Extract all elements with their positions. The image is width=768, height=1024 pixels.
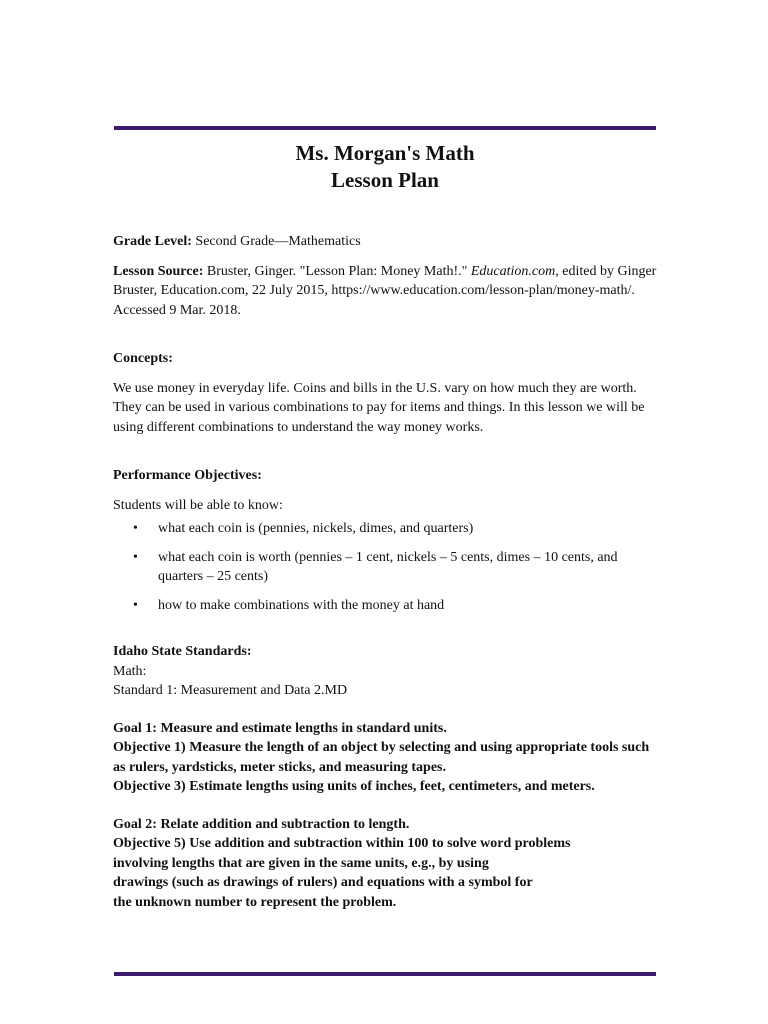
lesson-source-publication: Education.com [470, 263, 556, 279]
concepts-body: We use money in everyday life. Coins and bills in the U.S. vary on how much they are worth. They can be used in various combinations to pay for items and things. In this lesson we will be using different combinations to understand the way money works. [113, 380, 645, 435]
grade-level [113, 232, 661, 252]
grade-level-label: Grade Level: [113, 234, 192, 249]
lesson-source-text-after: , edited by Ginger Bruster, Education.com, 22 July 2015, https://www.education.com/lesson-plan/money-math/. Accessed 9 Mar. 2018. [113, 263, 657, 318]
goal-2 [113, 815, 661, 913]
objectives-heading: Performance Objectives: [113, 468, 262, 483]
lesson-source [113, 262, 661, 321]
list-item: • what each coin is worth (pennies – 1 cent, nickels – 5 cents, dimes – 10 cents, and quarters – 25 cents) [133, 549, 618, 584]
concepts-heading: Concepts: [113, 351, 173, 366]
goal-2-objective-5-line-1: Objective 5) Use addition and subtraction within 100 to solve word problems [113, 836, 571, 851]
bottom-divider [114, 972, 656, 976]
goal-1-objective-3: Objective 3) Estimate lengths using units of inches, feet, centimeters, and meters. [113, 779, 595, 794]
page-title [114, 140, 656, 194]
lesson-content [113, 232, 661, 912]
bullet-icon: • [133, 549, 138, 565]
goal-2-objective-5-line-2: involving lengths that are given in the same units, e.g., by using [113, 855, 489, 871]
title-line-1: Ms. Morgan's Math [295, 141, 475, 165]
goal-1-title: Goal 1: Measure and estimate lengths in standard units. [113, 720, 447, 736]
goal-1-objective-1: Objective 1) Measure the length of an object by selecting and using appropriate tools such as rulers, yardsticks, meter sticks, and measuring tapes. [113, 740, 650, 775]
goal-2-objective-5-line-4: the unknown number to represent the problem. [113, 894, 397, 910]
bullet-icon: • [133, 521, 138, 536]
goal-2-objective-5-line-3: drawings (such as drawings of rulers) and equations with a symbol for [113, 875, 533, 890]
goal-1 [113, 719, 661, 797]
title-line-2: Lesson Plan [331, 168, 439, 192]
top-divider [114, 126, 656, 130]
list-item: • how to make combinations with the money at hand [113, 596, 661, 616]
lesson-source-text-before: Bruster, Ginger. "Lesson Plan: Money Math!." [203, 263, 471, 279]
standards-heading: Idaho State Standards: [113, 644, 252, 659]
objectives-intro: Students will be able to know: [113, 497, 283, 513]
list-item: • what each coin is (pennies, nickels, dimes, and quarters) [113, 519, 661, 539]
bullet-icon: • [133, 597, 138, 613]
goal-2-title: Goal 2: Relate addition and subtraction to length. [113, 816, 410, 832]
lesson-source-label: Lesson Source: [113, 263, 204, 279]
objectives-list [113, 519, 661, 615]
standards-standard: Standard 1: Measurement and Data 2.MD [113, 683, 348, 698]
grade-level-value: Second Grade—Mathematics [191, 234, 361, 249]
standards-subject: Math: [113, 663, 147, 679]
